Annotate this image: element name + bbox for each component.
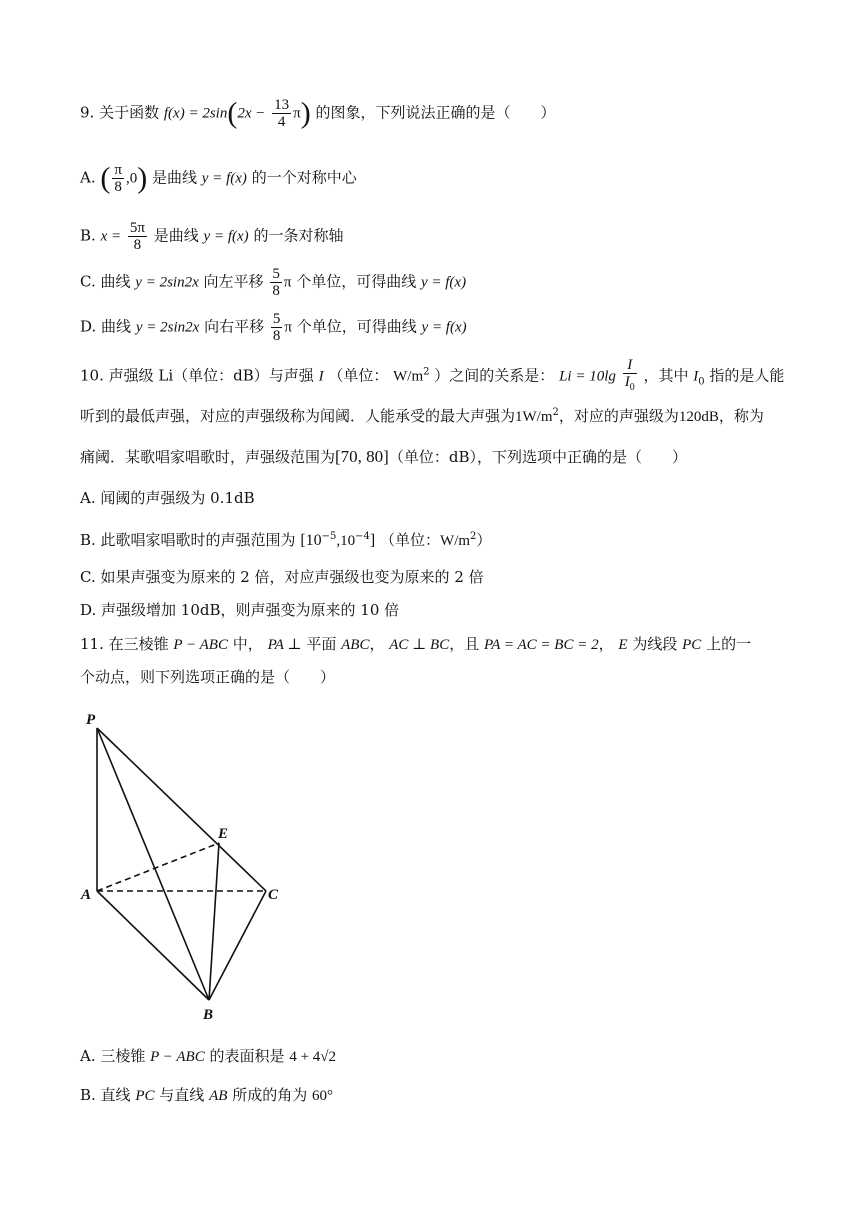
q10-l2-sq: 2 — [552, 407, 559, 418]
q9-d-frac — [271, 311, 283, 344]
q10-b-sq: 2 — [470, 531, 477, 542]
q9-c-text: 曲线 — [100, 272, 131, 291]
q10-line2 — [80, 403, 764, 427]
q11-b-c: 所成的角为 — [232, 1086, 308, 1104]
q11-l1-PC: PC — [682, 637, 702, 653]
q9-b-eq: x = — [100, 228, 122, 245]
q10-line1 — [80, 357, 784, 396]
q10-l1-I0: I — [693, 368, 699, 385]
q9-d-mid: 向右平移 — [204, 317, 265, 336]
q10-b-exp2: −4 — [355, 531, 370, 542]
q11-b-a: B. 直线 — [80, 1086, 131, 1104]
q9-frac-den: 4 — [277, 114, 286, 130]
q10-l2-a: 听到的最低声强，对应的声强级称为闻阈．人能承受的最大声强为 — [80, 407, 516, 425]
q9-option-a: A. ( $\frac{\pi}{8}$ ,0) 是曲线 y = f(x) 的一个对称中心 — [80, 161, 357, 195]
q9-c-frac — [270, 266, 282, 299]
q9-b-text: 是曲线 — [153, 226, 199, 245]
q10-option-a: A. 闻阈的声强级为 0.1dB — [80, 489, 255, 507]
q10-option-c: C. 如果声强变为原来的 2 倍，对应声强级也变为原来的 2 倍 — [80, 568, 484, 586]
q10-l3-a: 痛阈．某歌唱家唱歌时，声强级范围为 — [80, 448, 336, 466]
q10-l1-d: ，其中 — [643, 366, 689, 385]
q11-l1-abc: ABC — [341, 637, 370, 653]
q10-l2-b: ，对应的声强级为 — [558, 407, 679, 425]
q10-l1-a: 10. 声强级 Li（单位：dB）与声强 — [80, 366, 314, 385]
q11-option-a — [80, 1046, 336, 1067]
q10-l2-val: 1W/m — [515, 409, 553, 425]
q11-l1-c2: 平面 — [306, 635, 337, 653]
edge-AE-dashed — [97, 843, 219, 891]
q9-c-frac-den: 8 — [272, 283, 280, 299]
q10-formula-frac — [623, 357, 637, 396]
q9-c-pi: π — [283, 274, 292, 291]
label-B: B — [203, 1007, 214, 1023]
q9-c-tail: 个单位，可得曲线 — [296, 272, 417, 291]
q10-l1-sq: 2 — [423, 366, 430, 378]
q9-func-lhs: f(x) = 2sin — [163, 105, 228, 122]
q9-b-frac-num: 5π — [129, 220, 145, 236]
q9-arg-prefix: 2x − — [237, 105, 266, 122]
q9-c-eq: y = 2sin2x — [135, 274, 199, 291]
edge-AB — [97, 891, 209, 1000]
q10-l1-e: 指的是人能 — [709, 366, 785, 385]
edge-PC — [97, 728, 266, 891]
q9-d-text: 曲线 — [101, 317, 132, 336]
q11-l1-d: ， — [369, 635, 385, 653]
q11-l1-f: ， — [598, 635, 614, 653]
q9-d-frac-den: 8 — [272, 328, 281, 344]
q11-l1-a: 11. 在三棱锥 — [80, 635, 169, 653]
q10-l2-db: 120dB — [678, 409, 719, 425]
q10-b-range-r: ] — [369, 532, 376, 549]
q10-l1-I: I — [318, 368, 324, 385]
q9-d-tail: 个单位，可得曲线 — [296, 317, 417, 336]
q10-l1-c: ）之间的关系是： — [434, 366, 555, 385]
edge-CB — [209, 891, 266, 1000]
q10-l3-b: （单位：dB），下列选项中正确的是（ ） — [388, 448, 687, 466]
edge-PB — [97, 728, 209, 1000]
q10-b-b: （单位： — [380, 531, 441, 549]
q10-formula-den-sub: 0 — [629, 382, 635, 393]
q11-l1-perp: AC ⊥ BC — [389, 637, 450, 653]
q9-stem — [80, 97, 556, 130]
q10-formula-num: I — [623, 357, 637, 374]
edge-EB — [209, 843, 219, 1000]
q11-line2: 个动点，则下列选项正确的是（ ） — [80, 668, 336, 686]
q10-b-exp1: −5 — [321, 531, 337, 542]
q10-option-b — [80, 527, 491, 551]
q11-option-b — [80, 1085, 333, 1106]
q11-b-val: 60° — [312, 1088, 333, 1104]
q9-d-label: D. — [80, 317, 97, 336]
q9-b-frac-den: 8 — [133, 237, 142, 253]
q9-a-frac-num: π — [114, 162, 122, 178]
q11-line1 — [80, 634, 751, 655]
q9-option-b — [80, 220, 343, 253]
q9-stem-prefix: 9. 关于函数 — [80, 103, 160, 122]
q9-d-eq: y = 2sin2x — [135, 319, 200, 336]
q9-fraction — [272, 97, 291, 130]
q10-l1-b: （单位： — [328, 366, 389, 385]
q9-d-frac-num: 5 — [272, 311, 281, 327]
q11-a-b: 的表面积是 — [209, 1047, 285, 1065]
label-C: C — [268, 887, 279, 903]
q11-b-PC: PC — [135, 1088, 155, 1104]
q10-b-a: B. 此歌唱家唱歌时的声强范围为 — [80, 531, 296, 549]
q10-l1-I0-sub: 0 — [698, 376, 705, 388]
q10-b-range-l: [10 — [300, 532, 322, 549]
q10-option-d: D. 声强级增加 10dB，则声强变为原来的 10 倍 — [80, 601, 400, 619]
q9-stem-suffix: 的图象，下列说法正确的是（ ） — [315, 103, 556, 122]
q11-l1-e: ，且 — [449, 635, 480, 653]
q9-c-frac-num: 5 — [272, 266, 280, 282]
q11-l1-E: E — [618, 637, 628, 653]
q9-a-eq: y = f(x) — [201, 170, 247, 187]
q10-b-c: ） — [476, 531, 492, 549]
q9-a-text: 是曲线 — [152, 168, 198, 187]
q9-b-frac — [128, 220, 147, 253]
q11-l1-g: 为线段 — [632, 635, 678, 653]
q11-a-a: A. 三棱锥 — [80, 1047, 146, 1065]
q9-a-frac — [112, 162, 124, 195]
q10-line3 — [80, 447, 687, 467]
q9-c-eq2: y = f(x) — [420, 274, 467, 291]
q10-formula-lhs: Li = 10lg — [559, 368, 616, 385]
q11-l1-b: 中， — [232, 635, 263, 653]
label-E: E — [218, 826, 229, 842]
q9-b-tail: 的一条对称轴 — [253, 226, 344, 245]
label-P: P — [86, 712, 96, 728]
q10-b-unit: W/m — [440, 533, 471, 549]
q10-l2-c: ，称为 — [718, 407, 764, 425]
q9-b-label: B. — [80, 226, 96, 245]
q9-d-eq2: y = f(x) — [421, 319, 467, 336]
q9-a-tail: 的一个对称中心 — [251, 168, 357, 187]
q9-a-label: A. — [80, 168, 96, 187]
q10-formula-den: I — [624, 374, 630, 390]
q11-b-AB: AB — [209, 1088, 228, 1104]
q9-option-c — [80, 266, 466, 299]
q9-b-eq2: y = f(x) — [203, 228, 249, 245]
q9-frac-num: 13 — [274, 97, 290, 113]
q11-a-val: 4 + 4√2 — [289, 1049, 337, 1065]
q9-a-frac-den: 8 — [114, 179, 122, 195]
q10-b-mid: ,10 — [336, 533, 356, 549]
q9-paren-open: ( — [227, 96, 238, 130]
q10-l1-unit: W/m — [393, 368, 424, 385]
q9-option-d — [80, 311, 467, 344]
q11-b-b: 与直线 — [159, 1086, 205, 1104]
q11-a-pabc: P − ABC — [150, 1049, 205, 1065]
q9-c-mid: 向左平移 — [203, 272, 264, 291]
label-A: A — [81, 887, 92, 903]
q9-paren-close: ) — [300, 96, 311, 130]
q9-c-label: C. — [80, 272, 96, 291]
q9-pi: π — [293, 105, 301, 122]
q11-l1-h: 上的一 — [706, 635, 752, 653]
q11-l1-pabc: P − ABC — [173, 637, 228, 653]
q11-l1-c1: PA ⊥ — [267, 637, 302, 653]
q9-d-pi: π — [284, 319, 292, 336]
q9-a-point-tail: ,0 — [125, 170, 138, 187]
q10-l3-range: [70, 80] — [335, 447, 389, 466]
q11-l1-eq: PA = AC = BC = 2 — [484, 637, 599, 653]
